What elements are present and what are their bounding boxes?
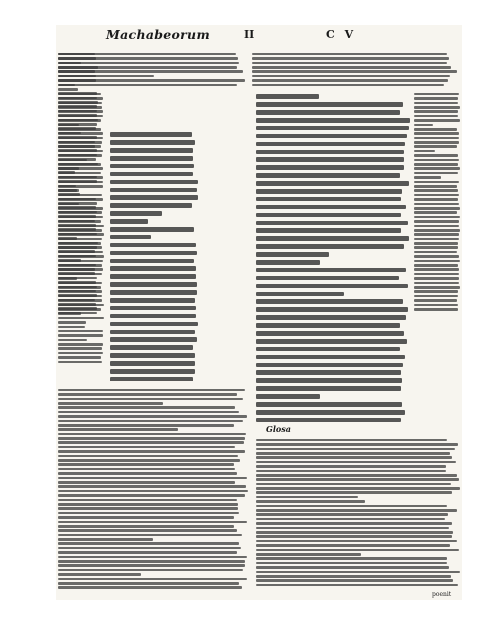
- text-line: [58, 312, 81, 315]
- text-line: [58, 308, 101, 311]
- text-line: [256, 189, 402, 194]
- text-line: [58, 233, 104, 236]
- text-line: [110, 353, 195, 358]
- text-line: [252, 70, 457, 73]
- text-line: [256, 553, 361, 556]
- text-line: [58, 499, 237, 502]
- text-line: [256, 221, 408, 226]
- text-line: [256, 461, 456, 464]
- text-line: [58, 472, 237, 475]
- text-line: [414, 115, 458, 118]
- text-line: [414, 225, 459, 228]
- text-line: [110, 306, 196, 311]
- text-line: [256, 448, 455, 451]
- text-line: [256, 513, 448, 516]
- text-line: [110, 290, 197, 295]
- text-line: [414, 273, 459, 276]
- text-line: [252, 66, 451, 69]
- text-line: [58, 547, 241, 550]
- text-line: [58, 207, 103, 210]
- text-line: [256, 355, 405, 360]
- text-line: [58, 512, 239, 515]
- text-line: [256, 228, 401, 233]
- text-line: [58, 154, 102, 157]
- text-line: [58, 110, 103, 113]
- text-line: [252, 75, 450, 78]
- text-line: [58, 468, 235, 471]
- text-line: [58, 137, 103, 140]
- lower-right-commentary: [256, 437, 460, 587]
- left-top-commentary: [58, 51, 248, 89]
- text-line: [110, 243, 196, 248]
- text-line: [58, 304, 104, 307]
- text-line: [58, 406, 235, 409]
- text-line: [256, 535, 452, 538]
- chapter-number: II: [244, 28, 255, 41]
- text-line: [256, 439, 447, 442]
- text-line: [414, 141, 459, 144]
- text-line: [256, 165, 404, 170]
- text-line: [58, 220, 101, 223]
- text-line: [58, 299, 102, 302]
- text-line: [414, 176, 441, 179]
- text-line: [58, 62, 239, 65]
- text-line: [256, 110, 400, 115]
- text-line: [256, 378, 402, 383]
- text-line: [58, 411, 239, 414]
- text-line: [58, 521, 247, 524]
- text-line: [256, 331, 404, 336]
- right-top-commentary: [252, 51, 458, 89]
- text-line: [58, 159, 87, 162]
- text-line: [256, 443, 458, 446]
- text-line: [414, 167, 460, 170]
- text-line: [58, 79, 245, 82]
- text-line: [58, 97, 103, 100]
- text-line: [110, 330, 195, 335]
- text-line: [58, 273, 102, 276]
- text-line: [58, 560, 245, 563]
- text-line: [256, 566, 449, 569]
- text-line: [58, 582, 239, 585]
- text-line: [256, 252, 329, 257]
- text-line: [58, 115, 103, 118]
- text-line: [58, 75, 154, 78]
- text-line: [58, 198, 103, 201]
- text-line: [256, 292, 344, 297]
- text-line: [110, 298, 195, 303]
- text-line: [256, 518, 445, 521]
- text-line: [256, 487, 460, 490]
- text-line: [58, 389, 245, 392]
- text-line: [58, 534, 242, 537]
- text-line: [58, 450, 245, 453]
- text-line: [414, 220, 459, 223]
- text-line: [414, 132, 459, 135]
- text-line: [252, 53, 447, 56]
- text-line: [256, 347, 400, 352]
- text-line: [58, 334, 103, 337]
- text-line: [256, 575, 451, 578]
- text-line: [414, 128, 457, 131]
- text-line: [58, 189, 79, 192]
- text-line: [58, 211, 102, 214]
- text-line: [58, 194, 102, 197]
- text-line: [414, 150, 435, 153]
- text-line: [110, 219, 148, 224]
- text-line: [58, 463, 234, 466]
- text-line: [58, 277, 77, 280]
- text-line: [414, 163, 458, 166]
- text-line: [58, 295, 102, 298]
- text-line: [58, 264, 102, 267]
- text-line: [58, 477, 247, 480]
- text-line: [256, 197, 401, 202]
- text-line: [414, 194, 459, 197]
- text-line: [58, 145, 101, 148]
- text-line: [58, 538, 153, 541]
- text-line: [110, 361, 195, 366]
- text-line: [58, 402, 163, 405]
- text-line: [252, 79, 448, 82]
- text-line: [256, 549, 459, 552]
- text-line: [256, 491, 452, 494]
- text-line: [110, 369, 195, 374]
- text-line: [256, 150, 404, 155]
- text-line: [58, 503, 238, 506]
- text-line: [256, 315, 406, 320]
- text-line: [58, 433, 246, 436]
- text-line: [414, 93, 459, 96]
- text-line: [58, 573, 141, 576]
- text-line: [58, 529, 237, 532]
- text-line: [256, 244, 404, 249]
- text-line: [414, 229, 460, 232]
- text-line: [110, 322, 198, 327]
- text-line: [110, 180, 198, 185]
- text-line: [414, 207, 460, 210]
- text-line: [58, 251, 103, 254]
- text-line: [58, 70, 243, 73]
- text-line: [58, 356, 101, 359]
- text-line: [414, 260, 460, 263]
- text-line: [256, 410, 405, 415]
- text-line: [414, 255, 459, 258]
- text-line: [58, 225, 104, 228]
- text-line: [58, 268, 103, 271]
- text-line: [110, 259, 194, 264]
- text-line: [58, 229, 102, 232]
- text-line: [414, 145, 457, 148]
- text-line: [58, 260, 103, 263]
- text-line: [58, 564, 245, 567]
- text-line: [110, 156, 193, 161]
- incunable-page: [56, 25, 462, 600]
- text-line: [58, 128, 101, 131]
- text-line: [58, 53, 236, 56]
- text-line: [414, 110, 458, 113]
- text-line: [256, 418, 401, 423]
- text-line: [414, 159, 459, 162]
- text-line: [256, 173, 400, 178]
- text-line: [256, 94, 319, 99]
- running-title: Machabeorum: [106, 27, 210, 42]
- text-line: [414, 251, 457, 254]
- text-line: [58, 246, 102, 249]
- text-line: [58, 455, 238, 458]
- text-line: [110, 345, 193, 350]
- text-line: [256, 496, 358, 499]
- text-line: [110, 251, 197, 256]
- text-line: [414, 203, 459, 206]
- text-line: [256, 465, 446, 468]
- text-line: [256, 299, 403, 304]
- text-line: [58, 290, 102, 293]
- text-line: [58, 181, 103, 184]
- text-line: [252, 62, 447, 65]
- text-line: [414, 189, 458, 192]
- text-line: [58, 330, 103, 333]
- text-line: [414, 238, 459, 241]
- text-line: [58, 551, 237, 554]
- text-line: [414, 268, 459, 271]
- text-line: [58, 437, 245, 440]
- text-line: [110, 314, 196, 319]
- text-line: [256, 276, 399, 281]
- text-line: [58, 66, 237, 69]
- text-line: [256, 557, 447, 560]
- text-line: [252, 84, 444, 87]
- text-line: [256, 363, 403, 368]
- text-line: [256, 370, 401, 375]
- text-line: [252, 57, 449, 60]
- text-line: [58, 167, 103, 170]
- text-line: [414, 181, 459, 184]
- text-line: [110, 140, 195, 145]
- text-line: [256, 284, 408, 289]
- section-label: Glosa: [266, 424, 291, 434]
- text-line: [110, 148, 193, 153]
- text-line: [58, 352, 103, 355]
- text-line: [110, 188, 197, 193]
- text-line: [58, 57, 238, 60]
- text-line: [256, 181, 409, 186]
- text-line: [58, 216, 103, 219]
- text-line: [110, 235, 151, 240]
- text-line: [58, 286, 101, 289]
- text-line: [256, 213, 401, 218]
- text-line: [256, 540, 457, 543]
- text-line: [58, 238, 102, 241]
- text-line: [414, 308, 458, 311]
- text-line: [110, 164, 194, 169]
- text-line: [58, 119, 101, 122]
- text-line: [58, 339, 87, 342]
- text-line: [58, 176, 103, 179]
- text-line: [256, 205, 406, 210]
- text-line: [58, 132, 103, 135]
- text-line: [58, 124, 79, 127]
- text-line: [414, 233, 459, 236]
- text-line: [58, 317, 104, 320]
- text-line: [58, 347, 102, 350]
- text-line: [58, 428, 178, 431]
- text-line: [256, 478, 459, 481]
- text-line: [414, 185, 457, 188]
- text-line: [58, 163, 101, 166]
- text-line: [256, 584, 458, 587]
- text-line: [58, 441, 244, 444]
- text-line: [256, 126, 409, 131]
- text-line: [414, 246, 458, 249]
- text-line: [414, 198, 458, 201]
- text-line: [110, 195, 198, 200]
- text-line: [58, 343, 103, 346]
- text-line: [58, 542, 239, 545]
- text-line: [58, 490, 248, 493]
- text-line: [58, 507, 238, 510]
- text-line: [256, 323, 400, 328]
- text-line: [58, 150, 103, 153]
- text-line: [414, 97, 458, 100]
- text-line: [256, 544, 450, 547]
- text-line: [58, 242, 101, 245]
- page-header: [56, 25, 462, 47]
- text-line: [58, 420, 243, 423]
- text-line: [58, 578, 247, 581]
- text-line: [256, 394, 320, 399]
- left-side-gloss: [58, 91, 104, 391]
- text-line: [256, 579, 453, 582]
- text-line: [58, 516, 234, 519]
- text-line: [414, 286, 460, 289]
- lower-left-commentary: [58, 387, 248, 592]
- main-text-column-1: [110, 129, 198, 381]
- text-line: [414, 137, 459, 140]
- text-line: [58, 172, 101, 175]
- text-line: [256, 157, 404, 162]
- text-line: [58, 556, 247, 559]
- text-line: [58, 393, 237, 396]
- text-line: [256, 236, 409, 241]
- text-line: [58, 185, 103, 188]
- text-line: [256, 474, 457, 477]
- text-line: [58, 424, 234, 427]
- text-line: [110, 203, 192, 208]
- text-line: [58, 569, 243, 572]
- text-line: [256, 500, 365, 503]
- text-line: [256, 522, 452, 525]
- text-line: [414, 242, 458, 245]
- text-line: [256, 118, 410, 123]
- text-line: [414, 102, 458, 105]
- folio-number: C V: [326, 28, 357, 41]
- text-line: [256, 339, 407, 344]
- text-line: [256, 307, 408, 312]
- text-line: [414, 277, 459, 280]
- text-line: [58, 203, 79, 206]
- text-line: [58, 84, 237, 87]
- text-line: [58, 446, 235, 449]
- text-line: [58, 481, 235, 484]
- text-line: [58, 415, 247, 418]
- text-line: [414, 282, 459, 285]
- text-line: [256, 509, 457, 512]
- text-line: [58, 326, 85, 329]
- text-line: [256, 531, 453, 534]
- text-line: [58, 494, 245, 497]
- text-line: [58, 459, 240, 462]
- text-line: [414, 124, 433, 127]
- main-text-column-2: [256, 91, 410, 427]
- text-line: [110, 132, 192, 137]
- text-line: [58, 361, 102, 364]
- text-line: [58, 398, 243, 401]
- text-line: [110, 377, 193, 381]
- text-line: [414, 172, 458, 175]
- text-line: [58, 102, 102, 105]
- text-line: [414, 211, 457, 214]
- text-line: [58, 525, 234, 528]
- text-line: [256, 562, 447, 565]
- text-line: [110, 172, 193, 177]
- text-line: [58, 485, 246, 488]
- catchword: poenit: [432, 591, 452, 598]
- text-line: [58, 255, 104, 258]
- text-line: [58, 141, 102, 144]
- text-line: [414, 264, 458, 267]
- text-line: [256, 527, 449, 530]
- text-line: [414, 216, 460, 219]
- text-line: [110, 211, 162, 216]
- text-line: [58, 586, 242, 589]
- text-line: [256, 452, 450, 455]
- text-line: [256, 260, 320, 265]
- text-line: [256, 268, 406, 273]
- text-line: [256, 134, 407, 139]
- text-line: [414, 106, 460, 109]
- text-line: [110, 274, 196, 279]
- text-line: [256, 483, 451, 486]
- text-line: [256, 505, 447, 508]
- text-line: [414, 299, 457, 302]
- text-line: [256, 470, 446, 473]
- text-line: [256, 386, 401, 391]
- text-line: [58, 106, 102, 109]
- text-line: [414, 295, 458, 298]
- text-line: [58, 282, 102, 285]
- right-side-gloss: [414, 91, 460, 327]
- text-line: [414, 154, 458, 157]
- text-line: [414, 119, 460, 122]
- text-line: [58, 321, 86, 324]
- text-line: [256, 402, 402, 407]
- text-line: [256, 142, 405, 147]
- text-line: [256, 571, 460, 574]
- text-line: [256, 102, 403, 107]
- text-line: [110, 227, 194, 232]
- text-line: [58, 93, 101, 96]
- text-line: [414, 304, 458, 307]
- text-line: [110, 337, 197, 342]
- text-line: [110, 282, 197, 287]
- text-line: [256, 456, 452, 459]
- text-line: [110, 266, 196, 271]
- text-line: [414, 290, 458, 293]
